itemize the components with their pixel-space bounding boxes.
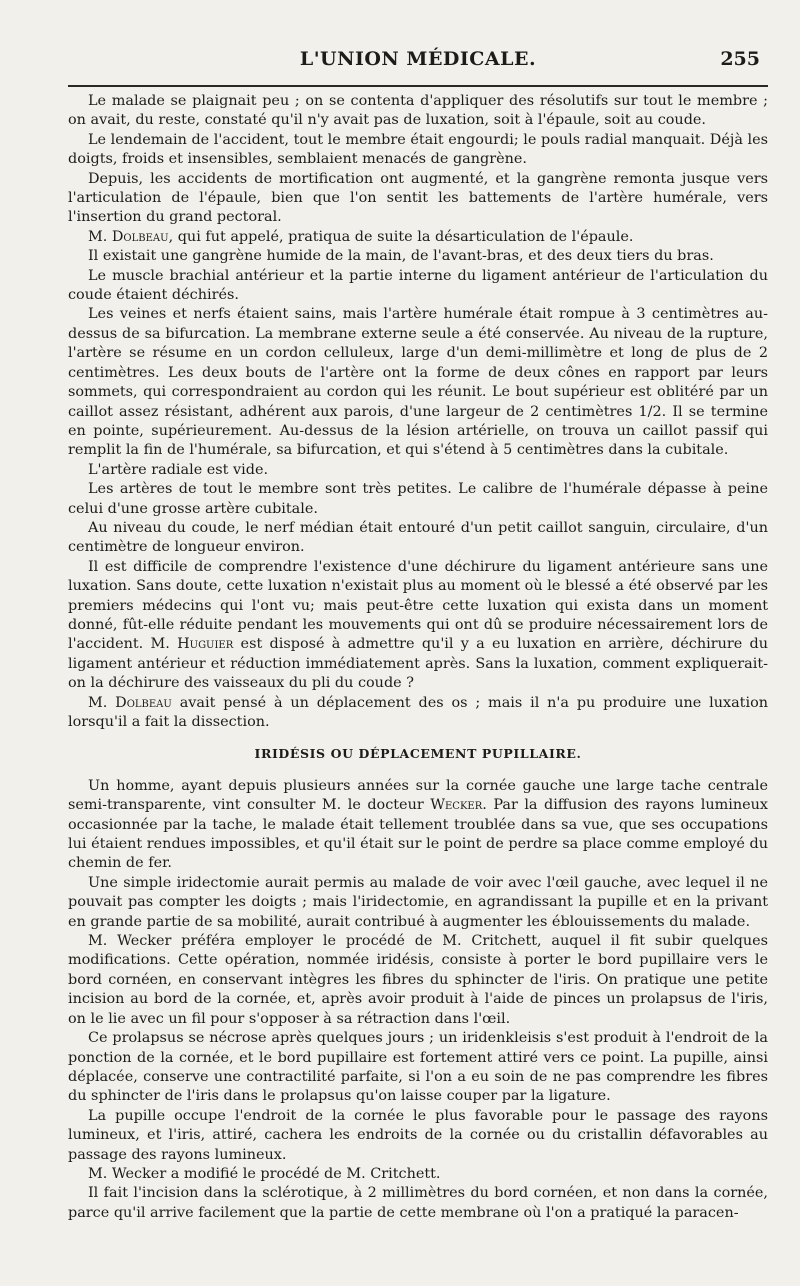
paragraph-text: . Par la diffusion des rayons lumineux occasionnée par la tache, le malade était tellement troublée dans sa vue, que ses occupations lui étaient rendues impossibles, et qu'il était sur le point de perdre sa place comme employé du chemin de fer. [68,797,769,872]
article-body [68,92,768,1223]
paragraph: Les veines et nerfs étaient sains, mais l'artère humérale était rompue à 3 centimètres au-dessus de sa bifurcation. La membrane externe seule a été conservée. Au niveau de la rupture, l'artère se résume en un cordon celluleux, large d'un demi-millimètre et long de plus de 2 centimètres. Les deux bouts de l'artère ont la forme de deux cônes en rapport par leurs sommets, qui correspondraient au cordon qui les réunit. Le bout supérieur est oblitéré par un caillot assez résistant, adhérent aux parois, d'une largeur de 2 centimètres 1/2. Il se termine en pointe, supérieurement. Au-dessus de la lésion artérielle, on trouva un caillot passif qui remplit la fin de l'humérale, sa bifurcation, et qui s'étend à 5 centimètres dans la cubitale. [68,306,768,459]
paragraph: Le lendemain de l'accident, tout le membre était engourdi; le pouls radial manquait. Déjà les doigts, froids et insensibles, semblaient menacés de gangrène. [68,131,768,168]
author-name: M. Dolbeau [88,228,169,245]
paragraph-text: Un homme, ayant depuis plusieurs années sur la cornée gauche une large tache centrale semi-transparente, vint consulter M. le docteur [68,777,768,814]
running-head [68,44,768,74]
paragraph: Ce prolapsus se nécrose après quelques jours ; un iridenkleisis s'est produit à l'endroit de la ponction de la cornée, et le bord pupillaire est fortement attiré vers ce point. La pupille, ainsi déplacée, conserve une contractilité parfaite, si l'on a eu soin de ne pas comprendre les fibres du sphincter de l'iris dans le prolapsus qu'on laisse couper par la ligature. [68,1030,768,1105]
paragraph: La pupille occupe l'endroit de la cornée le plus favorable pour le passage des rayons lumineux, et l'iris, attiré, cachera les endroits de la cornée ou du cristallin défavorables au passage des rayons lumineux. [68,1107,768,1163]
paragraph: Les artères de tout le membre sont très petites. Le calibre de l'humérale dépasse à peine celui d'une grosse artère cubitale. [68,481,768,517]
paragraph-text: Il est difficile de comprendre l'existence d'une déchirure du ligament antérieure sans une luxation. Sans doute, cette luxation n'existait plus au moment où le blessé a été observé par les premiers médecins qui l'ont vu; mais peut-être cette luxation qui exista dans un moment donné, fût-elle réduite pendant les mouvements qui ont dû se produire nécessairement lors de l'accident. M. [68,558,768,653]
paragraph: Depuis, les accidents de mortification ont augmenté, et la gangrène remonta jusque vers l'articulation de l'épaule, bien que l'on sentit les battements de l'artère humérale, vers l'insertion du grand pectoral. [68,170,768,226]
paragraph: Une simple iridectomie aurait permis au malade de voir avec l'œil gauche, avec lequel il ne pouvait pas compter les doigts ; mais l'iridectomie, en agrandissant la pupille et en la privant en grande partie de sa mobilité, aurait contribué à augmenter les éblouissements du malade. [68,874,768,930]
page-number: 255 [720,48,760,70]
paragraph: L'artère radiale est vide. [88,461,269,478]
paragraph: Il existait une gangrène humide de la main, de l'avant-bras, et des deux tiers du bras. [88,248,714,265]
paragraph-text: avait pensé à un déplacement des os ; mais il n'a pu produire une luxation lorsqu'il a fait la dissection. [68,694,768,730]
paragraph [68,228,768,247]
paragraph [68,777,768,874]
section-heading: IRIDÉSIS OU DÉPLACEMENT PUPILLAIRE. [254,746,582,762]
paragraph: M. Wecker préféra employer le procédé de M. Critchett, auquel il fit subir quelques modifications. Cette opération, nommée iridésis, consiste à porter le bord pupillaire vers le bord cornéen, en conservant intègres les fibres du sphincter de l'iris. On pratique une petite incision au bord de la cornée, et, après avoir produit à l'aide de pinces un prolapsus de l'iris, on le lie avec un fil pour s'opposer à sa rétraction dans l'œil. [68,933,768,1027]
paragraph [68,558,768,694]
paragraph: Le muscle brachial antérieur et la partie interne du ligament antérieur de l'articulation du coude étaient déchirés. [68,267,768,304]
running-title: L'UNION MÉDICALE. [299,48,537,70]
author-name: M. Dolbeau [88,694,172,711]
author-name: Huguier [177,636,234,653]
paragraph [68,694,768,733]
paragraph: M. Wecker a modifié le procédé de M. Critchett. [88,1165,441,1182]
paragraph-text: , qui fut appelé, pratiqua de suite la désarticulation de l'épaule. [168,228,634,245]
header-rule [68,85,768,87]
paragraph: Il fait l'incision dans la sclérotique, à 2 millimètres du bord cornéen, et non dans la cornée, parce qu'il arrive facilement que la partie de cette membrane où l'on a pratiqué la paracen- [68,1185,768,1221]
paragraph: Au niveau du coude, le nerf médian était entouré d'un petit caillot sanguin, circulaire, d'un centimètre de longueur environ. [68,519,768,556]
paragraph: Le malade se plaignait peu ; on se contenta d'appliquer des résolutifs sur tout le membre ; on avait, du reste, constaté qu'il n'y avait pas de luxation, soit à l'épaule, soit au coude. [68,93,768,129]
author-name: Wecker [430,797,483,814]
paragraph-text: est disposé à admettre qu'il y a eu luxation en arrière, déchirure du ligament antérieur et réduction immédiatement après. Sans la luxation, comment expliquerait-on la déchirure des vaisseaux du pli du coude ? [68,636,768,692]
